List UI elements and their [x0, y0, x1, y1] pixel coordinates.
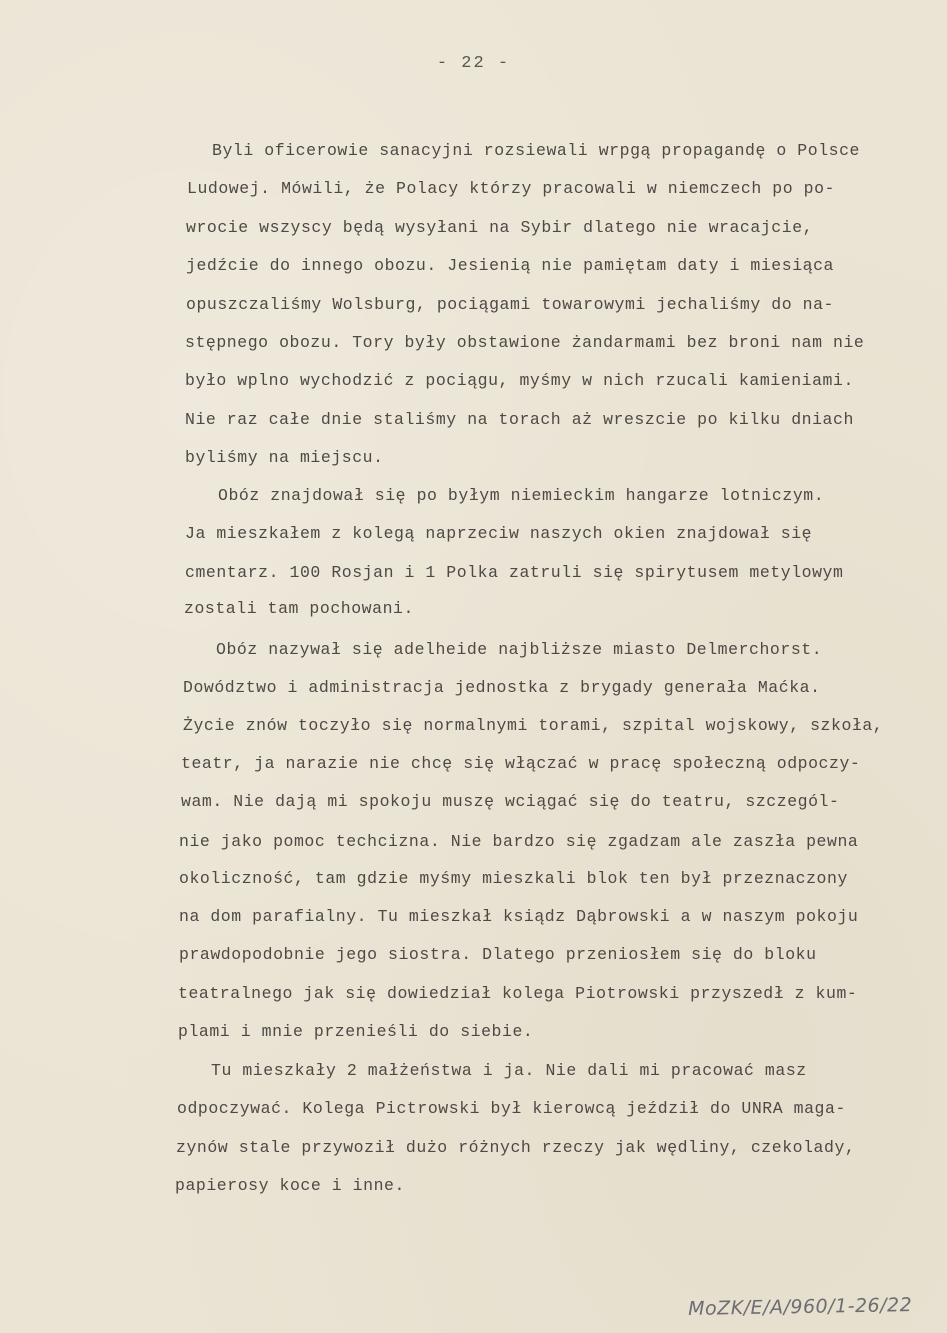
text-line: wam. Nie dają mi spokoju muszę wciągać się do teatru, szczegól-: [181, 792, 840, 811]
text-line: Obóz znajdował się po byłym niemieckim hangarze lotniczym.: [218, 486, 825, 505]
text-line: opuszczaliśmy Wolsburg, pociągami towarowymi jechaliśmy do na-: [186, 295, 834, 314]
text-line: teatr, ja narazie nie chcę się włączać w pracę społeczną odpoczy-: [181, 754, 861, 773]
text-line: nie jako pomoc techcizna. Nie bardzo się zgadzam ale zaszła pewna: [179, 832, 859, 851]
text-line: wrocie wszyscy będą wysyłani na Sybir dlatego nie wracajcie,: [186, 218, 814, 237]
text-line: jedźcie do innego obozu. Jesienią nie pamiętam daty i miesiąca: [186, 256, 834, 275]
text-line: stępnego obozu. Tory były obstawione żandarmami bez broni nam nie: [185, 333, 865, 352]
text-line: Dowództwo i administracja jednostka z brygady generała Maćka.: [183, 678, 821, 697]
text-line: prawdopodobnie jego siostra. Dlatego przeniosłem się do bloku: [179, 945, 817, 964]
text-line: teatralnego jak się dowiedział kolega Piotrowski przyszedł z kum-: [178, 984, 858, 1003]
text-line: zynów stale przywoził dużo różnych rzeczy jak wędliny, czekolady,: [176, 1138, 856, 1157]
text-line: Tu mieszkały 2 małżeństwa i ja. Nie dali mi pracować masz: [211, 1061, 807, 1080]
text-line: Byli oficerowie sanacyjni rozsiewali wrpgą propagandę o Polsce: [212, 141, 860, 160]
text-line: cmentarz. 100 Rosjan i 1 Polka zatruli się spirytusem metylowym: [185, 563, 844, 582]
text-line: Nie raz całe dnie staliśmy na torach aż wreszcie po kilku dniach: [185, 410, 854, 429]
archive-signature: MoZK/E/A/960/1-26/22: [688, 1294, 913, 1320]
text-line: Życie znów toczyło się normalnymi torami, szpital wojskowy, szkoła,: [183, 716, 884, 735]
text-line: Ja mieszkałem z kolegą naprzeciw naszych okien znajdował się: [185, 524, 813, 543]
text-line: byliśmy na miejscu.: [185, 448, 384, 467]
text-line: było wplno wychodzić z pociągu, myśmy w nich rzucali kamieniami.: [185, 371, 854, 390]
text-line: Obóz nazywał się adelheide najbliższe miasto Delmerchorst.: [216, 640, 823, 659]
text-line: Ludowej. Mówili, że Polacy którzy pracowali w niemczech po po-: [187, 179, 835, 198]
page-number: - 22 -: [436, 54, 511, 73]
text-line: okoliczność, tam gdzie myśmy mieszkali blok ten był przeznaczony: [179, 869, 848, 888]
text-line: zostali tam pochowani.: [184, 599, 414, 618]
text-line: papierosy koce i inne.: [175, 1176, 405, 1195]
text-line: plami i mnie przenieśli do siebie.: [178, 1022, 534, 1041]
text-line: na dom parafialny. Tu mieszkał ksiądz Dąbrowski a w naszym pokoju: [179, 907, 859, 926]
text-line: odpoczywać. Kolega Pictrowski był kierowcą jeździł do UNRA maga-: [177, 1099, 846, 1118]
